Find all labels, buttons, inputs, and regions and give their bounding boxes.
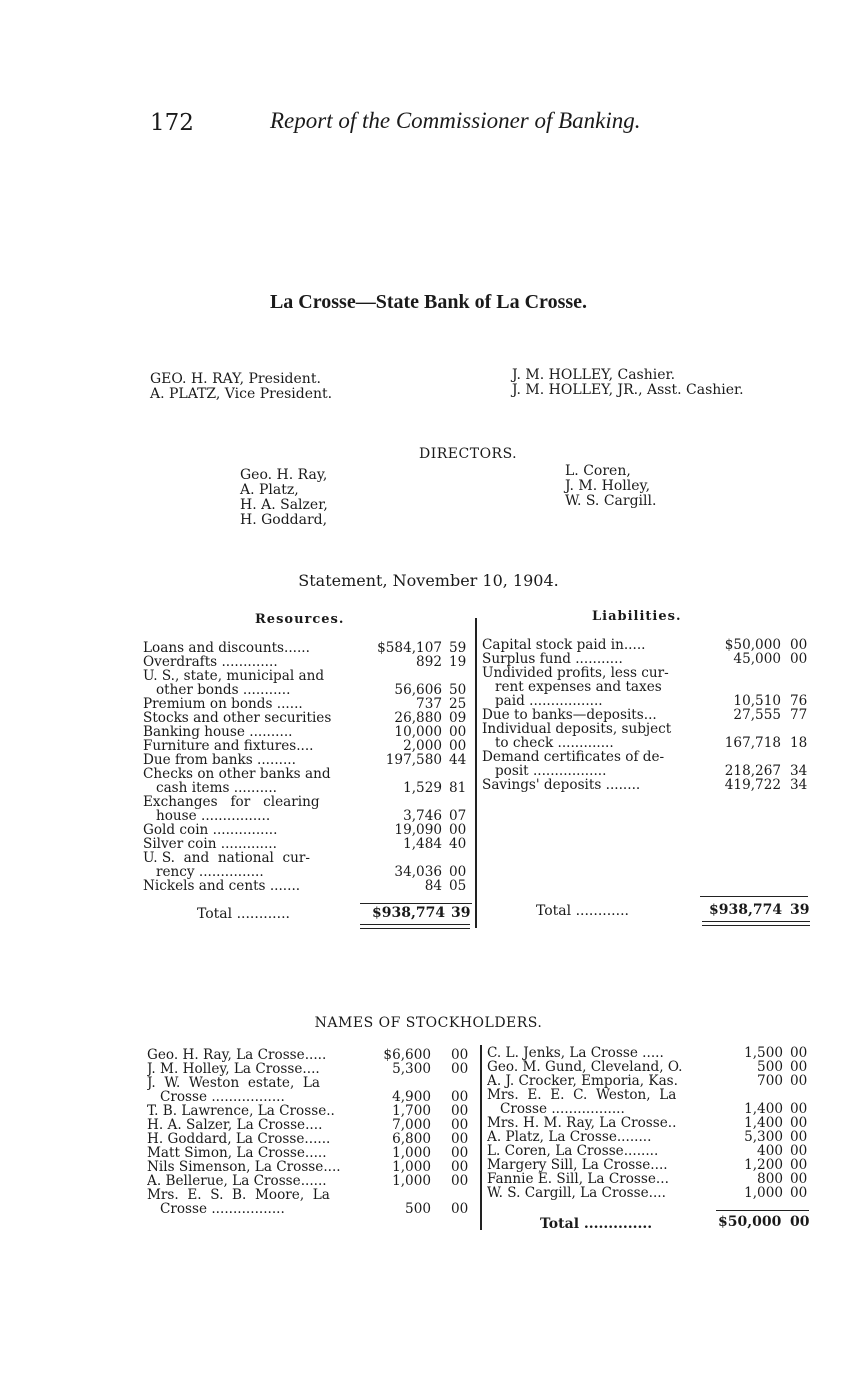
liability-label: to check ............. bbox=[482, 736, 614, 750]
resource-label: other bonds ........... bbox=[143, 683, 291, 697]
stockholder-label: H. Goddard, La Crosse...... bbox=[147, 1132, 331, 1146]
director: W. S. Cargill. bbox=[565, 493, 657, 509]
resource-label: Furniture and fixtures.... bbox=[143, 739, 314, 753]
stockholder-amount: 1,400 bbox=[744, 1115, 783, 1131]
stockholder-cents: 00 bbox=[790, 1059, 808, 1075]
stockholder-amount: 1,000 bbox=[392, 1145, 431, 1161]
stockholder-cents: 00 bbox=[790, 1073, 808, 1089]
stockholder-cents: 00 bbox=[790, 1157, 808, 1173]
stockholder-row bbox=[487, 1074, 817, 1088]
stockholder-row bbox=[147, 1188, 477, 1202]
resources-total-label: Total ............ bbox=[197, 906, 290, 922]
liability-row bbox=[482, 722, 812, 736]
liability-label: Savings' deposits ........ bbox=[482, 778, 641, 792]
resource-label: Checks on other banks and bbox=[143, 767, 331, 781]
stockholder-label: Fannie E. Sill, La Crosse... bbox=[487, 1172, 669, 1186]
stockholder-label: W. S. Cargill, La Crosse.... bbox=[487, 1186, 666, 1200]
stockholder-amount: 1,000 bbox=[392, 1159, 431, 1175]
stockholder-cents: 00 bbox=[451, 1061, 469, 1077]
resource-amount: 10,000 bbox=[394, 724, 442, 740]
stockholder-row bbox=[487, 1144, 817, 1158]
stockholder-cents: 00 bbox=[451, 1103, 469, 1119]
resource-amount: 892 bbox=[416, 654, 442, 670]
stockholder-label: H. A. Salzer, La Crosse.... bbox=[147, 1118, 323, 1132]
directors-left bbox=[240, 468, 328, 528]
stockholders-divider bbox=[480, 1045, 482, 1230]
resources-heading: Resources. bbox=[255, 612, 345, 627]
stockholder-cents: 00 bbox=[451, 1145, 469, 1161]
resource-label: Overdrafts ............. bbox=[143, 655, 278, 669]
resource-cents: 40 bbox=[449, 836, 467, 852]
resource-cents: 07 bbox=[449, 808, 467, 824]
resource-row bbox=[143, 669, 473, 683]
resource-cents: 05 bbox=[449, 878, 467, 894]
resource-row bbox=[143, 655, 473, 669]
director: H. A. Salzer, bbox=[240, 497, 328, 513]
resource-row bbox=[143, 865, 473, 879]
director: J. M. Holley, bbox=[565, 478, 651, 494]
stockholder-cents: 00 bbox=[451, 1047, 469, 1063]
resource-cents: 44 bbox=[449, 752, 467, 768]
resource-label: Silver coin ............. bbox=[143, 837, 277, 851]
resource-row bbox=[143, 697, 473, 711]
stockholder-cents: 00 bbox=[790, 1129, 808, 1145]
liabilities-total-rule bbox=[700, 896, 808, 897]
stockholder-row bbox=[487, 1116, 817, 1130]
stockholder-amount: 4,900 bbox=[392, 1089, 431, 1105]
stockholder-label: Mrs. H. M. Ray, La Crosse.. bbox=[487, 1116, 677, 1130]
stockholder-row bbox=[487, 1186, 817, 1200]
liabilities-double-rule bbox=[702, 925, 810, 926]
liabilities-table bbox=[482, 638, 812, 792]
stockholder-label: A. Platz, La Crosse........ bbox=[487, 1130, 652, 1144]
resource-amount: 1,484 bbox=[403, 836, 442, 852]
resource-label: house ................ bbox=[143, 809, 271, 823]
liability-row bbox=[482, 680, 812, 694]
liability-cents: 00 bbox=[790, 651, 808, 667]
resource-row bbox=[143, 837, 473, 851]
stockholder-cents: 00 bbox=[790, 1101, 808, 1117]
stockholder-row bbox=[147, 1076, 477, 1090]
stockholder-label: T. B. Lawrence, La Crosse.. bbox=[147, 1104, 335, 1118]
resource-row bbox=[143, 739, 473, 753]
liability-amount: 27,555 bbox=[733, 707, 781, 723]
stockholder-label: Matt Simon, La Crosse..... bbox=[147, 1146, 327, 1160]
resource-label: U. S. and national cur- bbox=[143, 851, 311, 865]
resource-label: U. S., state, municipal and bbox=[143, 669, 325, 683]
stockholder-cents: 00 bbox=[451, 1201, 469, 1217]
stockholder-row bbox=[487, 1158, 817, 1172]
resource-label: Banking house .......... bbox=[143, 725, 293, 739]
stockholder-label: L. Coren, La Crosse........ bbox=[487, 1144, 659, 1158]
liability-amount: 167,718 bbox=[724, 735, 781, 751]
resource-label: Premium on bonds ...... bbox=[143, 697, 303, 711]
stockholder-amount: 1,700 bbox=[392, 1103, 431, 1119]
resource-amount: 197,580 bbox=[385, 752, 442, 768]
running-title: Report of the Commissioner of Banking. bbox=[270, 108, 641, 133]
liability-amount: 419,722 bbox=[724, 777, 781, 793]
resource-label: Due from banks ......... bbox=[143, 753, 296, 767]
stockholder-row bbox=[487, 1088, 817, 1102]
resource-row bbox=[143, 781, 473, 795]
directors-heading: DIRECTORS. bbox=[419, 446, 518, 462]
stockholder-label: Crosse ................. bbox=[147, 1090, 285, 1104]
stockholder-row bbox=[487, 1060, 817, 1074]
stockholder-row bbox=[147, 1160, 477, 1174]
resource-label: Loans and discounts...... bbox=[143, 641, 310, 655]
resource-row bbox=[143, 809, 473, 823]
resources-total-cents: 39 bbox=[451, 905, 471, 921]
stockholder-cents: 00 bbox=[790, 1143, 808, 1159]
stockholder-label: J. M. Holley, La Crosse.... bbox=[147, 1062, 320, 1076]
stockholder-row bbox=[147, 1202, 477, 1216]
liability-row bbox=[482, 694, 812, 708]
bank-title: La Crosse—State Bank of La Crosse. bbox=[269, 291, 588, 313]
stockholder-label: Crosse ................. bbox=[147, 1202, 285, 1216]
statement-date: Statement, November 10, 1904. bbox=[298, 571, 559, 590]
liability-label: posit ................. bbox=[482, 764, 607, 778]
resource-label: Exchanges for clearing bbox=[143, 795, 320, 809]
resources-double-rule bbox=[360, 924, 470, 925]
liability-label: Surplus fund ........... bbox=[482, 652, 623, 666]
stockholder-row bbox=[487, 1102, 817, 1116]
stockholder-amount: 5,300 bbox=[744, 1129, 783, 1145]
column-divider bbox=[475, 618, 477, 928]
page-number: 172 bbox=[150, 110, 194, 136]
stockholder-row bbox=[147, 1118, 477, 1132]
resource-cents: 00 bbox=[449, 822, 467, 838]
stockholder-row bbox=[147, 1146, 477, 1160]
stockholder-amount: 7,000 bbox=[392, 1117, 431, 1133]
stockholder-amount: 500 bbox=[405, 1201, 431, 1217]
resource-amount: 2,000 bbox=[403, 738, 442, 754]
stockholders-total-amount: $50,000 bbox=[718, 1214, 782, 1230]
officer-vice-president: A. PLATZ, Vice President. bbox=[150, 386, 333, 402]
liabilities-total-amount: $938,774 bbox=[709, 902, 783, 918]
liability-cents: 34 bbox=[790, 763, 808, 779]
stockholder-cents: 00 bbox=[451, 1117, 469, 1133]
resource-row bbox=[143, 851, 473, 865]
stockholders-left bbox=[147, 1048, 477, 1216]
stockholder-label: J. W. Weston estate, La bbox=[147, 1076, 321, 1090]
stockholders-right bbox=[487, 1046, 817, 1200]
resources-table bbox=[143, 641, 473, 893]
stockholder-label: Margery Sill, La Crosse.... bbox=[487, 1158, 668, 1172]
resource-cents: 59 bbox=[449, 640, 467, 656]
stockholder-row bbox=[147, 1090, 477, 1104]
officers-left bbox=[150, 372, 332, 402]
officer-asst-cashier: J. M. HOLLEY, JR., Asst. Cashier. bbox=[512, 382, 744, 398]
stockholders-total-rule bbox=[716, 1210, 809, 1211]
resource-label: cash items .......... bbox=[143, 781, 277, 795]
resource-row bbox=[143, 641, 473, 655]
stockholder-label: Mrs. E. S. B. Moore, La bbox=[147, 1188, 330, 1202]
liability-label: paid ................. bbox=[482, 694, 603, 708]
liability-amount: 45,000 bbox=[733, 651, 781, 667]
stockholder-amount: 6,800 bbox=[392, 1131, 431, 1147]
stockholder-cents: 00 bbox=[790, 1171, 808, 1187]
liabilities-double-rule bbox=[702, 921, 810, 922]
stockholder-cents: 00 bbox=[790, 1045, 808, 1061]
directors-right bbox=[565, 464, 656, 509]
stockholder-amount: 400 bbox=[757, 1143, 783, 1159]
officer-president: GEO. H. RAY, President. bbox=[150, 371, 321, 387]
resource-cents: 81 bbox=[449, 780, 467, 796]
liability-label: Due to banks—deposits... bbox=[482, 708, 657, 722]
stockholder-amount: 500 bbox=[757, 1059, 783, 1075]
resource-amount: 3,746 bbox=[403, 808, 442, 824]
stockholder-row bbox=[147, 1132, 477, 1146]
liability-cents: 18 bbox=[790, 735, 808, 751]
stockholder-cents: 00 bbox=[451, 1131, 469, 1147]
resource-label: rency ............... bbox=[143, 865, 264, 879]
resource-cents: 19 bbox=[449, 654, 467, 670]
liability-cents: 00 bbox=[790, 637, 808, 653]
stockholder-cents: 00 bbox=[790, 1185, 808, 1201]
resource-cents: 50 bbox=[449, 682, 467, 698]
resource-cents: 00 bbox=[449, 864, 467, 880]
liability-label: rent expenses and taxes bbox=[482, 680, 662, 694]
stockholder-label: C. L. Jenks, La Crosse ..... bbox=[487, 1046, 664, 1060]
resource-row bbox=[143, 725, 473, 739]
liability-row bbox=[482, 764, 812, 778]
resource-row bbox=[143, 879, 473, 893]
stockholder-row bbox=[487, 1130, 817, 1144]
stockholder-amount: 800 bbox=[757, 1171, 783, 1187]
resource-row bbox=[143, 753, 473, 767]
resource-label: Gold coin ............... bbox=[143, 823, 278, 837]
officer-cashier: J. M. HOLLEY, Cashier. bbox=[512, 367, 676, 383]
resource-cents: 09 bbox=[449, 710, 467, 726]
liability-row bbox=[482, 750, 812, 764]
stockholder-label: Mrs. E. E. C. Weston, La bbox=[487, 1088, 677, 1102]
resource-amount: 1,529 bbox=[403, 780, 442, 796]
resource-cents: 00 bbox=[449, 724, 467, 740]
resource-amount: 26,880 bbox=[394, 710, 442, 726]
resource-row bbox=[143, 683, 473, 697]
stockholder-row bbox=[147, 1048, 477, 1062]
resources-total-amount: $938,774 bbox=[372, 905, 446, 921]
resource-row bbox=[143, 795, 473, 809]
resource-row bbox=[143, 711, 473, 725]
liability-label: Capital stock paid in..... bbox=[482, 638, 646, 652]
stockholder-amount: 5,300 bbox=[392, 1061, 431, 1077]
stockholder-cents: 00 bbox=[790, 1115, 808, 1131]
liability-amount: 218,267 bbox=[724, 763, 781, 779]
officers-right bbox=[512, 368, 744, 398]
stockholder-label: Nils Simenson, La Crosse.... bbox=[147, 1160, 341, 1174]
liability-row bbox=[482, 708, 812, 722]
liability-cents: 76 bbox=[790, 693, 808, 709]
stockholder-amount: 1,000 bbox=[744, 1185, 783, 1201]
resource-amount: 56,606 bbox=[394, 682, 442, 698]
resource-label: Stocks and other securities bbox=[143, 711, 332, 725]
director: L. Coren, bbox=[565, 463, 631, 479]
resource-amount: 19,090 bbox=[394, 822, 442, 838]
stockholder-label: Geo. M. Gund, Cleveland, O. bbox=[487, 1060, 683, 1074]
liability-row bbox=[482, 778, 812, 792]
stockholder-amount: 1,500 bbox=[744, 1045, 783, 1061]
resource-cents: 00 bbox=[449, 738, 467, 754]
stockholder-cents: 00 bbox=[451, 1089, 469, 1105]
resource-amount: $584,107 bbox=[377, 640, 442, 656]
stockholders-total-label: Total .............. bbox=[540, 1216, 653, 1232]
stockholders-total-cents: 00 bbox=[790, 1214, 810, 1230]
resources-double-rule bbox=[360, 928, 470, 929]
director: H. Goddard, bbox=[240, 512, 328, 528]
stockholder-row bbox=[487, 1172, 817, 1186]
liability-amount: 10,510 bbox=[733, 693, 781, 709]
director: Geo. H. Ray, bbox=[240, 467, 328, 483]
resource-row bbox=[143, 823, 473, 837]
stockholder-cents: 00 bbox=[451, 1159, 469, 1175]
stockholder-row bbox=[487, 1046, 817, 1060]
resource-cents: 25 bbox=[449, 696, 467, 712]
liability-amount: $50,000 bbox=[724, 637, 781, 653]
stockholder-label: A. J. Crocker, Emporia, Kas. bbox=[487, 1074, 678, 1088]
liability-row bbox=[482, 638, 812, 652]
liabilities-total-cents: 39 bbox=[790, 902, 810, 918]
stockholder-label: Geo. H. Ray, La Crosse..... bbox=[147, 1048, 327, 1062]
resource-amount: 84 bbox=[424, 878, 442, 894]
resources-total-rule bbox=[360, 903, 472, 904]
stockholder-amount: 1,000 bbox=[392, 1173, 431, 1189]
liability-cents: 77 bbox=[790, 707, 808, 723]
resource-amount: 737 bbox=[416, 696, 442, 712]
resource-label: Nickels and cents ....... bbox=[143, 879, 301, 893]
stockholder-amount: 1,400 bbox=[744, 1101, 783, 1117]
liabilities-total-label: Total ............ bbox=[536, 903, 629, 919]
stockholders-heading: NAMES OF STOCKHOLDERS. bbox=[314, 1015, 543, 1031]
director: A. Platz, bbox=[240, 482, 299, 498]
liability-row bbox=[482, 736, 812, 750]
liability-row bbox=[482, 666, 812, 680]
stockholder-cents: 00 bbox=[451, 1173, 469, 1189]
stockholder-row bbox=[147, 1104, 477, 1118]
stockholder-amount: $6,600 bbox=[383, 1047, 431, 1063]
liabilities-heading: Liabilities. bbox=[592, 609, 682, 624]
stockholder-amount: 1,200 bbox=[744, 1157, 783, 1173]
stockholder-row bbox=[147, 1174, 477, 1188]
liability-label: Undivided profits, less cur- bbox=[482, 666, 669, 680]
stockholder-row bbox=[147, 1062, 477, 1076]
resource-amount: 34,036 bbox=[394, 864, 442, 880]
stockholder-label: Crosse ................. bbox=[487, 1102, 625, 1116]
liability-row bbox=[482, 652, 812, 666]
liability-label: Demand certificates of de- bbox=[482, 750, 665, 764]
stockholder-amount: 700 bbox=[757, 1073, 783, 1089]
stockholder-label: A. Bellerue, La Crosse...... bbox=[147, 1174, 327, 1188]
liability-label: Individual deposits, subject bbox=[482, 722, 672, 736]
resource-row bbox=[143, 767, 473, 781]
liability-cents: 34 bbox=[790, 777, 808, 793]
